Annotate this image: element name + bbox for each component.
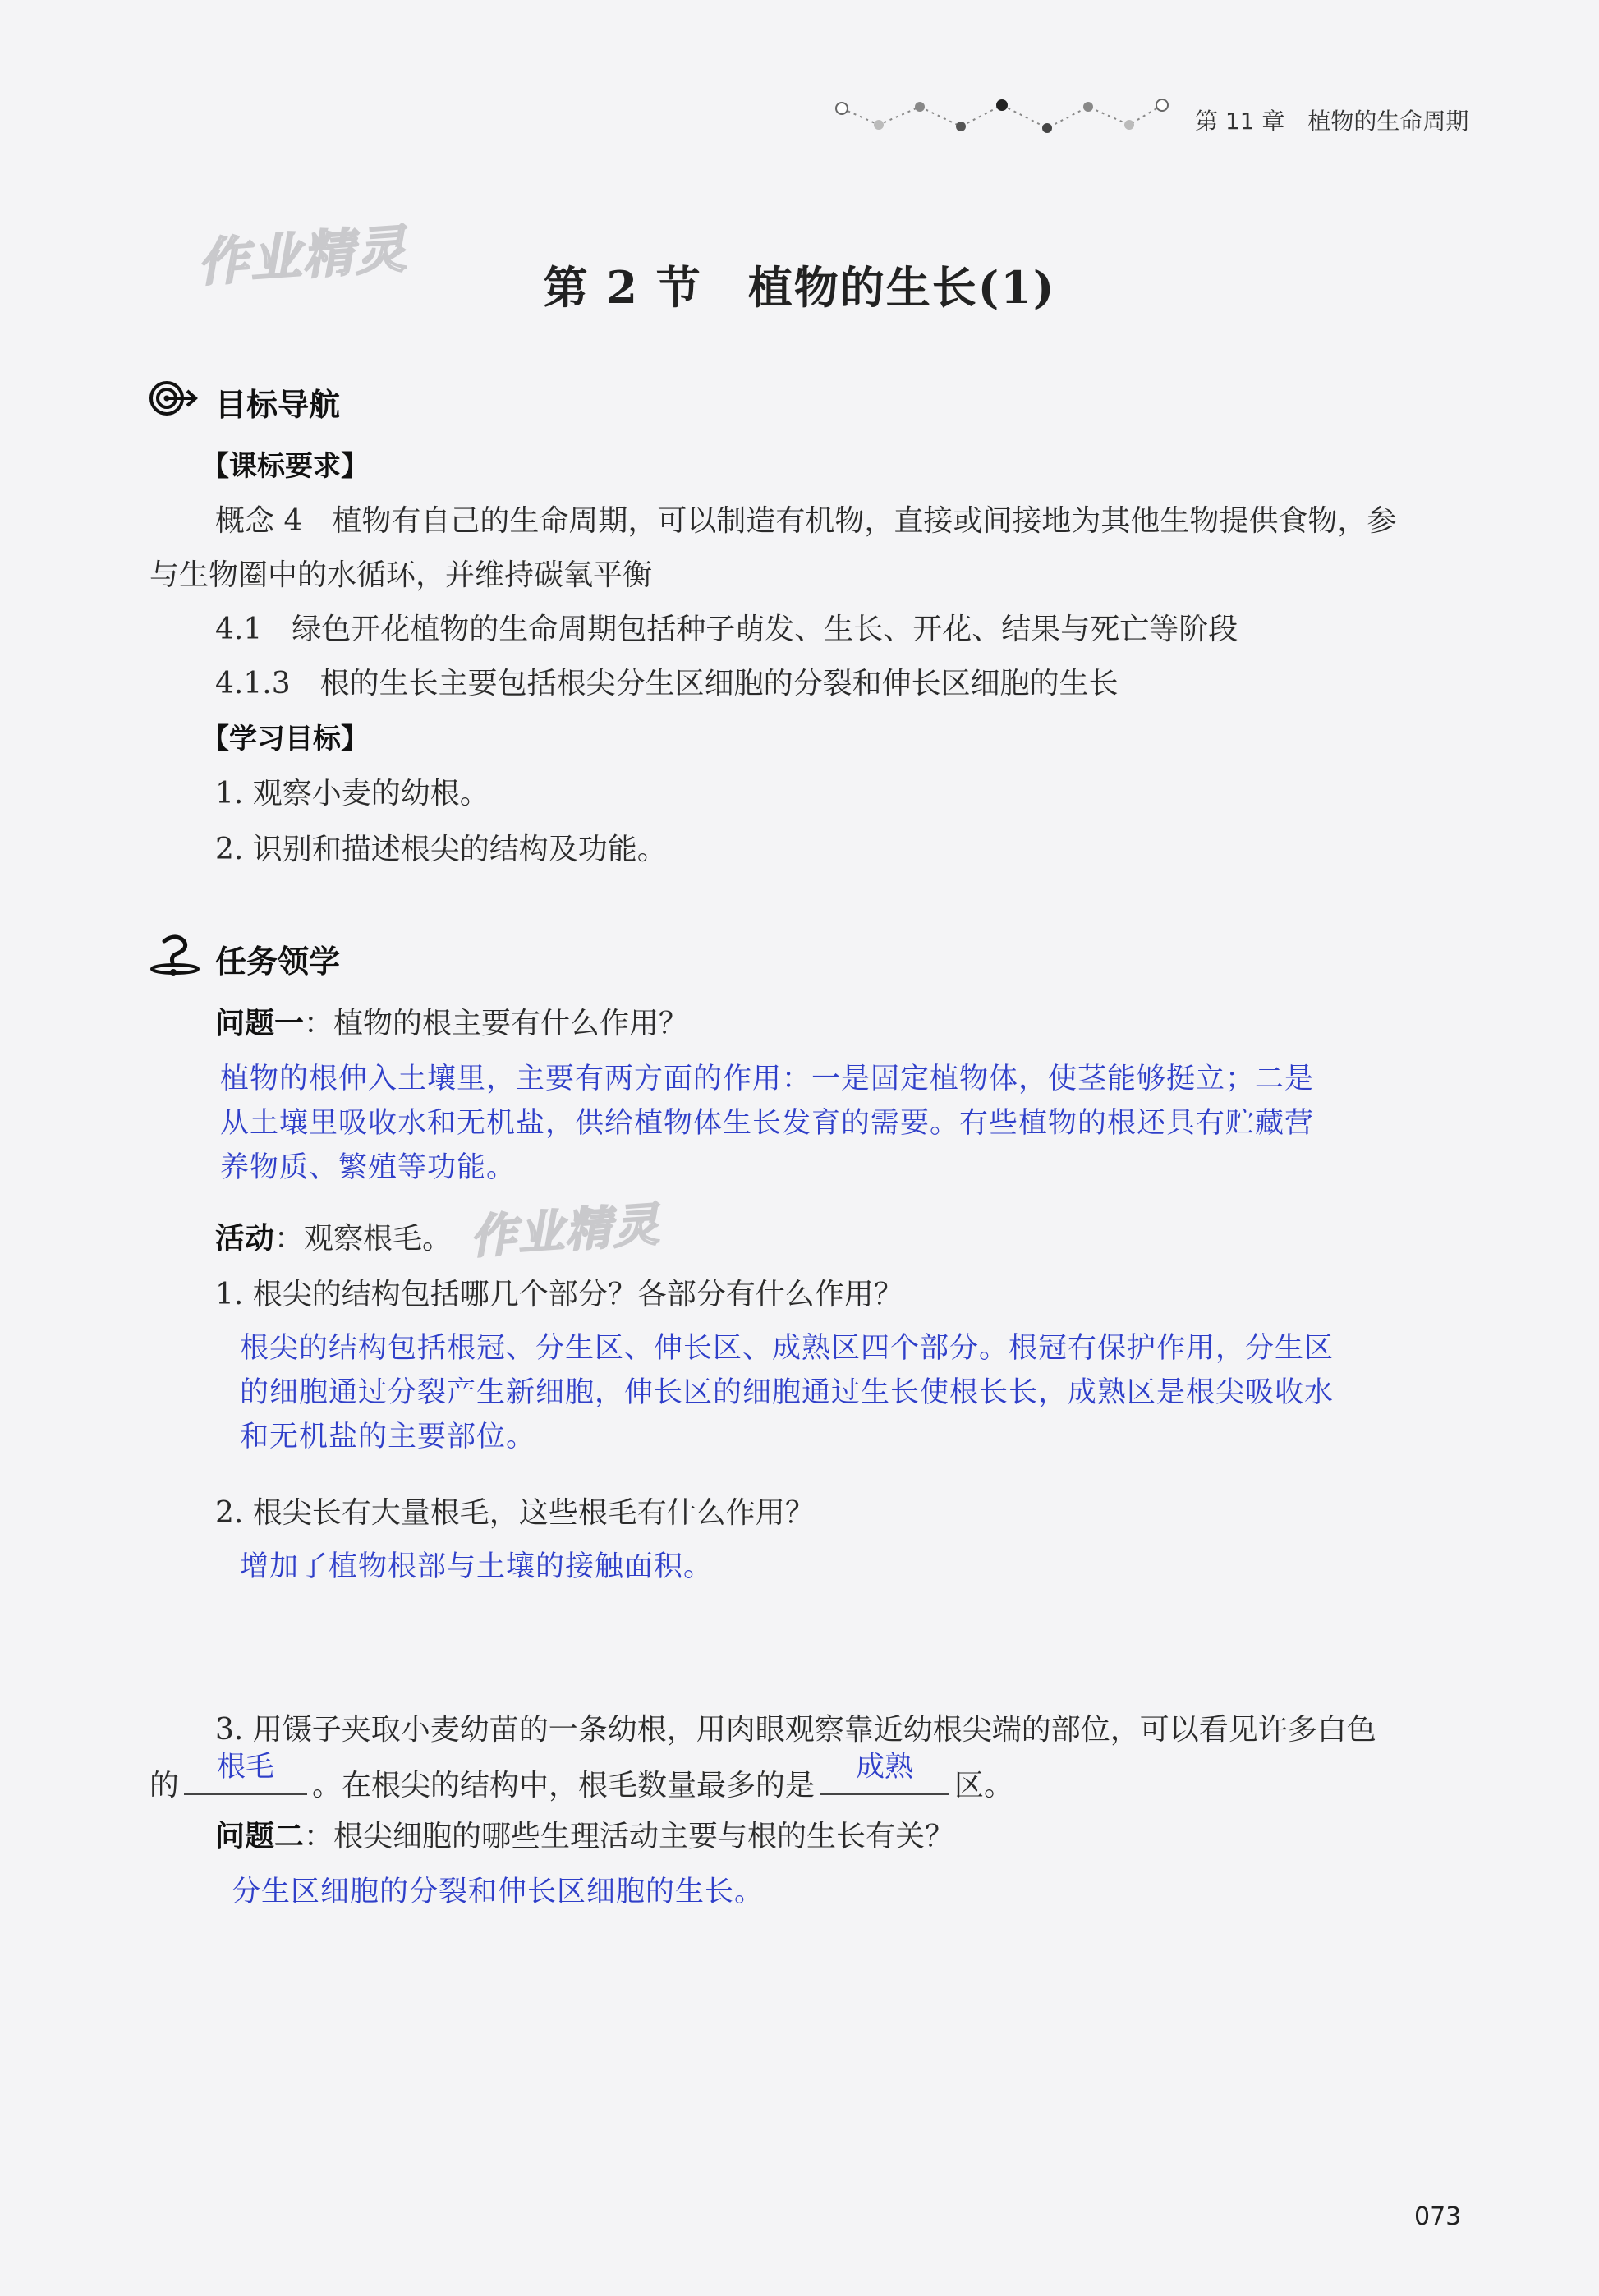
- answer-a1-line-2: 的细胞通过分裂产生新细胞，伸长区的细胞通过生长使根长长，成熟区是根尖吸收水: [240, 1376, 1335, 1409]
- answer-q1-line-1: 植物的根伸入土壤里，主要有两方面的作用：一是固定植物体，使茎能够挺立；二是: [220, 1063, 1315, 1095]
- answer-q1-line-2: 从土壤里吸收水和无机盐，供给植物体生长发育的需要。有些植物的根还具有贮藏营: [220, 1107, 1315, 1140]
- activity-question-1: 1. 根尖的结构包括哪几个部分？各部分有什么作用？: [215, 1278, 903, 1311]
- answer-blank-1[interactable]: [184, 1751, 307, 1795]
- activity-question-2: 2. 根尖长有大量根毛，这些根毛有什么作用？: [215, 1496, 815, 1530]
- answer-q1-line-3: 养物质、繁殖等功能。: [220, 1151, 517, 1184]
- header-dots-decoration: [829, 92, 1174, 141]
- goal-item-1: 1. 观察小麦的幼根。: [215, 777, 489, 810]
- answer-blank-2-value: 成熟: [856, 1751, 914, 1784]
- target-icon: [148, 379, 199, 417]
- answer-a1-line-3: 和无机盐的主要部位。: [240, 1421, 536, 1453]
- question-2-label: 问题二: [215, 1820, 305, 1853]
- answer-a2: 增加了植物根部与土壤的接触面积。: [240, 1550, 714, 1583]
- q3-text-mid: 。在根尖的结构中，根毛数量最多的是: [312, 1769, 816, 1802]
- concept-line-1: 概念 4 植物有自己的生命周期，可以制造有机物，直接或间接地为其他生物提供食物，参: [215, 504, 1397, 538]
- watermark-logo: 作业精灵: [195, 218, 410, 293]
- standard-item-4-1-3: 4.1.3 根的生长主要包括根尖分生区细胞的分裂和伸长区细胞的生长: [215, 667, 1119, 700]
- page-number: 073: [1414, 2202, 1462, 2231]
- q3-text-pre: 的: [149, 1769, 180, 1802]
- question-1: [215, 1000, 688, 1042]
- question-2-text: ：根尖细胞的哪些生理活动主要与根的生长有关？: [304, 1820, 955, 1853]
- answer-blank-1-value: 根毛: [217, 1751, 275, 1784]
- answer-blank-2[interactable]: [820, 1751, 949, 1795]
- question-1-label: 问题一: [215, 1007, 305, 1040]
- section-heading-tasks: 任务领学: [215, 944, 341, 980]
- concept-line-2: 与生物圈中的水循环，并维持碳氧平衡: [149, 558, 653, 592]
- page-title: 第 2 节 植物的生长(1): [543, 261, 1056, 314]
- activity-question-3-line-1: 3. 用镊子夹取小麦幼苗的一条幼根，用肉眼观察靠近幼根尖端的部位，可以看见许多白色: [215, 1713, 1376, 1747]
- watermark-logo: 作业精灵: [468, 1197, 663, 1265]
- question-2: [215, 1813, 954, 1855]
- answer-q2: 分生区细胞的分裂和伸长区细胞的生长。: [232, 1876, 765, 1908]
- chapter-label: 第 11 章 植物的生命周期: [1195, 108, 1469, 135]
- answer-a1-line-1: 根尖的结构包括根冠、分生区、伸长区、成熟区四个部分。根冠有保护作用，分生区: [240, 1332, 1335, 1365]
- question-1-text: ：植物的根主要有什么作用？: [304, 1007, 689, 1040]
- goal-item-2: 2. 识别和描述根尖的结构及功能。: [215, 833, 667, 866]
- standard-label: 【课标要求】: [201, 450, 369, 483]
- section-heading-goals: 目标导航: [215, 387, 341, 423]
- standard-item-4-1: 4.1 绿色开花植物的生命周期包括种子萌发、生长、开花、结果与死亡等阶段: [215, 613, 1238, 646]
- activity-line: [215, 1215, 452, 1257]
- activity-text: ：观察根毛。: [274, 1222, 453, 1256]
- task-icon: [148, 934, 202, 977]
- q3-text-post: 区。: [954, 1769, 1014, 1802]
- activity-label: 活动: [215, 1222, 275, 1256]
- goals-label: 【学习目标】: [201, 723, 369, 755]
- activity-question-3-line-2: [149, 1751, 1014, 1804]
